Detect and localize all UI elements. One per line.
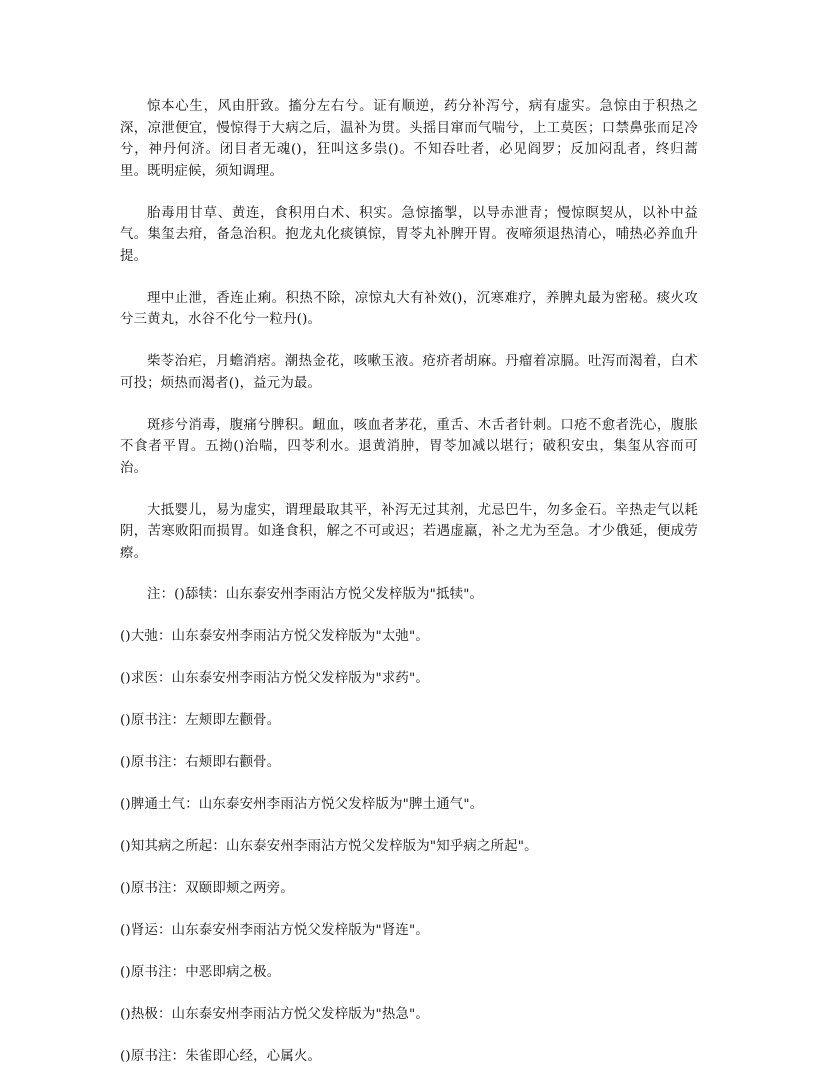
note-4: ()原书注：左颊即左颧骨。 [120, 713, 281, 728]
paragraph-4: 柴苓治疟，月蟾消痞。潮热金花，咳嗽玉液。疮疥者胡麻。丹瘤着凉膈。吐泻而渴着，白术可投；烦热而渴者()，益元为最。 [120, 354, 698, 391]
paragraph-6: 大抵婴儿，易为虚实，谓理最取其平，补泻无过其剂，尤忌巴牛，勿多金石。辛热走气以耗阴，苦寒败阳而损胃。如逢食积，解之不可或迟；若遇虚羸，补之尤为至急。才少俄延，便成劳瘵。 [120, 502, 698, 561]
note-5: ()原书注：右颊即右颧骨。 [120, 755, 281, 770]
note-8: ()原书注：双颐即颊之两旁。 [120, 881, 294, 896]
note-2: ()大弛：山东泰安州李雨沾方悦父发梓版为"太弛"。 [120, 629, 429, 644]
paragraph-1: 惊本心生，风由肝致。搐分左右兮。证有顺逆，药分补泻兮，病有虚实。急惊由于积热之深，凉泄便宜，慢惊得于大病之后，温补为贯。头摇目窜而气喘兮，上工莫医；口禁鼻张而足冷兮，神丹何济。闭目者无魂()，狂叫这多祟()。不知吞吐者，必见阎罗；反加闷乱者，终归蒿里。既明症候，须知调理。 [120, 99, 698, 179]
note-9: ()肾运：山东泰安州李雨沾方悦父发梓版为"肾连"。 [120, 923, 429, 938]
note-11: ()热极：山东泰安州李雨沾方悦父发梓版为"热急"。 [120, 1007, 429, 1022]
note-7: ()知其病之所起：山东泰安州李雨沾方悦父发梓版为"知乎病之所起"。 [120, 839, 538, 854]
paragraph-5: 斑疹兮消毒，腹痛兮脾积。衄血，咳血者茅花，重舌、木舌者针刺。口疮不愈者洗心，腹胀不食者平胃。五拗()治喘，四苓利水。退黄消肿，胃苓加减以堪行；破积安虫，集玺从容而可治。 [120, 417, 698, 476]
note-6: ()脾通土气：山东泰安州李雨沾方悦父发梓版为"脾土通气"。 [120, 797, 484, 812]
paragraph-3: 理中止泄，香连止痢。积热不除，凉惊丸大有补效()，沉寒难疗，养脾丸最为密秘。痰火攻兮三黄丸，水谷不化兮一粒丹()。 [120, 290, 698, 327]
document-page [120, 96, 698, 1068]
notes-section [120, 584, 698, 1068]
body-text [120, 96, 698, 564]
paragraph-2: 胎毒用甘草、黄连，食积用白术、积实。急惊搐掣，以导赤泄青；慢惊瞑契从，以补中益气。集玺去疳，备急治积。抱龙丸化痰镇惊，胃苓丸补脾开胃。夜啼须退热清心，哺热必养血升提。 [120, 205, 698, 264]
note-1: 注：()舔犊：山东泰安州李雨沾方悦父发梓版为"抵犊"。 [147, 587, 484, 602]
note-12: ()原书注：朱雀即心经，心属火。 [120, 1049, 322, 1064]
note-10: ()原书注：中恶即病之极。 [120, 965, 281, 980]
note-3: ()求医：山东泰安州李雨沾方悦父发梓版为"求药"。 [120, 671, 429, 686]
